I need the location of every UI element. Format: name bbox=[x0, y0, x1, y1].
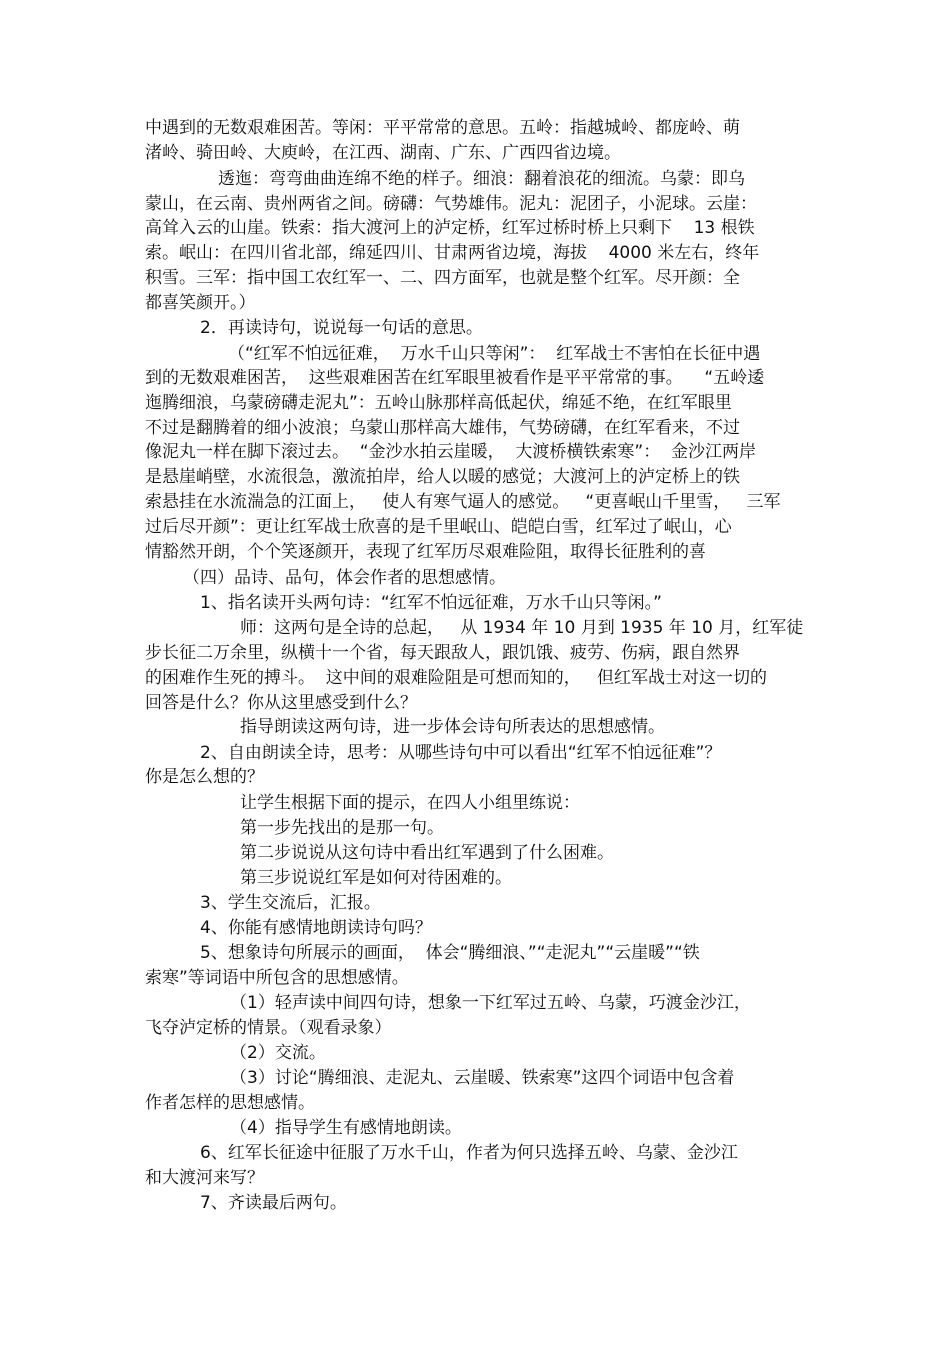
text-line: 第三步说说红军是如何对待困难的。 bbox=[240, 868, 512, 888]
section-heading: （四）品诗、品句，体会作者的思想感情。 bbox=[183, 568, 506, 588]
text-line: 渚岭、骑田岭、大庾岭，在江西、湖南、广东、广西四省边境。 bbox=[145, 143, 621, 163]
text-line: 像泥丸一样在脚下滚过去。 “金沙水拍云崖暖， 大渡桥横铁索寒”： 金沙江两岸 bbox=[145, 442, 757, 462]
text-line: 指导朗读这两句诗，进一步体会诗句所表达的思想感情。 bbox=[240, 717, 665, 737]
text-line: 5、想象诗句所展示的画面， 体会“腾细浪、”“走泥丸”“云崖暖”“铁 bbox=[200, 943, 700, 963]
text-line: 的困难作生死的搏斗。 这中间的艰难险阻是可想而知的， 但红军战士对这一切的 bbox=[145, 668, 768, 688]
text-line: 是悬崖峭壁，水流很急，激流拍岸，给人以暖的感觉；大渡河上的泸定桥上的铁 bbox=[145, 467, 740, 487]
text-line: 蒙山，在云南、贵州两省之间。磅礴：气势雄伟。泥丸：泥团子，小泥球。云崖： bbox=[145, 194, 757, 214]
text-line: 师：这两句是全诗的总起， 从 1934 年 10 月到 1935 年 10 月，红军徒 bbox=[240, 618, 804, 638]
text-line: 积雪。三军：指中国工农红军一、二、四方面军，也就是整个红军。尽开颜：全 bbox=[145, 268, 740, 288]
text-line: 7、齐读最后两句。 bbox=[200, 1193, 347, 1213]
text-line: 不过是翻腾着的细小波浪；乌蒙山那样高大雄伟，气势磅礴，在红军看来，不过 bbox=[145, 418, 740, 438]
text-line: 透迤：弯弯曲曲连绵不绝的样子。细浪：翻着浪花的细流。乌蒙：即乌 bbox=[218, 169, 745, 189]
text-line: 4、你能有感情地朗读诗句吗？ bbox=[200, 918, 432, 938]
text-line: （1）轻声读中间四句诗，想象一下红军过五岭、乌蒙，巧渡金沙江， bbox=[230, 993, 751, 1013]
text-line: （2）交流。 bbox=[230, 1043, 326, 1063]
text-line: 和大渡河来写？ bbox=[145, 1168, 264, 1188]
text-line: 到的无数艰难困苦， 这些艰难困苦在红军眼里被看作是平平常常的事。 “五岭逶 bbox=[145, 368, 765, 388]
text-line: 都喜笑颜开。） bbox=[145, 293, 256, 313]
text-line: 过后尽开颜”：更让红军战士欣喜的是千里岷山、皑皑白雪，红军过了岷山，心 bbox=[145, 517, 732, 537]
text-line: 6、红军长征途中征服了万水千山，作者为何只选择五岭、乌蒙、金沙江 bbox=[200, 1143, 738, 1163]
text-line: 第一步先找出的是那一句。 bbox=[240, 818, 444, 838]
text-line: 索悬挂在水流湍急的江面上， 使人有寒气逼人的感觉。 “更喜岷山千里雪， 三军 bbox=[145, 492, 781, 512]
text-line: 1、指名读开头两句诗：“红军不怕远征难，万水千山只等闲。” bbox=[200, 593, 662, 613]
text-line: 让学生根据下面的提示，在四人小组里练说： bbox=[240, 793, 580, 813]
text-line: 回答是什么？你从这里感受到什么？ bbox=[145, 693, 417, 713]
text-line: 索寒”等词语中所包含的思想感情。 bbox=[145, 968, 409, 988]
text-line: 你是怎么想的？ bbox=[145, 767, 264, 787]
text-line: 高耸入云的山崖。铁索：指大渡河上的泸定桥，红军过桥时桥上只剩下 13 根铁 bbox=[145, 218, 755, 238]
text-line: 索。岷山：在四川省北部，绵延四川、甘肃两省边境，海拔 4000 米左右，终年 bbox=[145, 243, 760, 263]
text-line: 2．再读诗句，说说每一句话的意思。 bbox=[200, 318, 483, 338]
text-line: （3）讨论“腾细浪、走泥丸、云崖暖、铁索寒”这四个词语中包含着 bbox=[230, 1068, 735, 1088]
text-line: （4）指导学生有感情地朗读。 bbox=[230, 1118, 462, 1138]
text-line: 中遇到的无数艰难困苦。等闲：平平常常的意思。五岭：指越城岭、都庞岭、萌 bbox=[145, 118, 740, 138]
text-line: 情豁然开朗，个个笑逐颜开，表现了红军历尽艰难险阻，取得长征胜利的喜 bbox=[145, 542, 706, 562]
text-line: （“红军不怕远征难， 万水千山只等闲”： 红军战士不害怕在长征中遇 bbox=[228, 344, 761, 364]
text-line: 迤腾细浪，乌蒙磅礴走泥丸”：五岭山脉那样高低起伏，绵延不绝，在红军眼里 bbox=[145, 393, 732, 413]
text-line: 3、学生交流后，汇报。 bbox=[200, 893, 381, 913]
text-line: 步长征二万余里，纵横十一个省，每天跟敌人，跟饥饿、疲劳、伤病，跟自然界 bbox=[145, 643, 740, 663]
text-line: 2、自由朗读全诗，思考：从哪些诗句中可以看出“红军不怕远征难”？ bbox=[200, 743, 722, 763]
text-line: 飞夺泸定桥的情景。（观看录象） bbox=[145, 1018, 392, 1038]
text-line: 作者怎样的思想感情。 bbox=[145, 1093, 315, 1113]
text-line: 第二步说说从这句诗中看出红军遇到了什么困难。 bbox=[240, 843, 614, 863]
